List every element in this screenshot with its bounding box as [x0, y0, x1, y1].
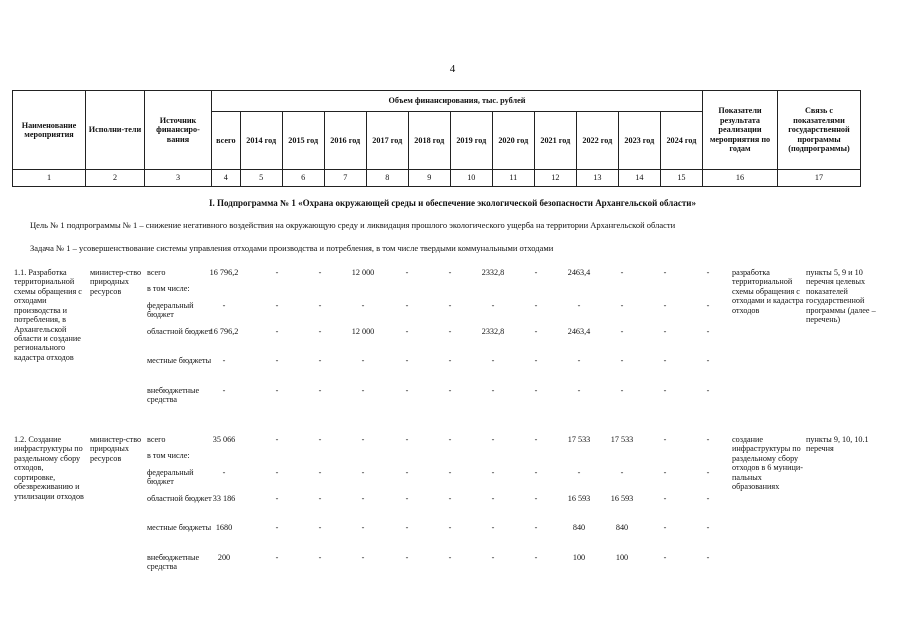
funding-value: - — [318, 494, 322, 503]
funding-value: - — [620, 268, 624, 277]
funding-value: - — [663, 301, 667, 310]
funding-value: 2463,4 — [567, 327, 591, 336]
year-header: 2018 год — [408, 112, 450, 170]
measure-link: пункты 5, 9 и 10 перечня целевых показателей государственной программы (далее – перечень) — [806, 268, 876, 325]
funding-value: - — [620, 468, 624, 477]
funding-value: - — [534, 523, 538, 532]
funding-value: - — [491, 301, 495, 310]
funding-value: - — [620, 386, 624, 395]
funding-value: - — [706, 386, 710, 395]
year-header: 2019 год — [450, 112, 492, 170]
funding-value: - — [361, 435, 365, 444]
funding-value: - — [405, 494, 409, 503]
measure-indicator: создание инфраструктуры по раздельному сбору отходов в 6 муници-пальных образованиях — [732, 435, 803, 492]
funding-source: внебюджетные средства — [147, 386, 200, 405]
funding-row — [14, 356, 864, 384]
funding-value: - — [534, 268, 538, 277]
funding-value: - — [491, 494, 495, 503]
funding-source: областной бюджет — [147, 327, 212, 336]
funding-value: - — [448, 494, 452, 503]
column-number: 11 — [492, 170, 534, 187]
funding-value: - — [577, 356, 581, 365]
funding-value: - — [663, 268, 667, 277]
funding-value: - — [361, 494, 365, 503]
measure-indicator: разработка территориальной схемы обращения с отходами и кадастра отходов — [732, 268, 804, 315]
funding-value: - — [491, 386, 495, 395]
funding-value: 200 — [217, 553, 231, 562]
funding-value: - — [318, 301, 322, 310]
funding-value: 16 593 — [610, 494, 634, 503]
year-header: 2017 год — [366, 112, 408, 170]
funding-value: - — [361, 386, 365, 395]
funding-value: - — [222, 386, 226, 395]
funding-value: - — [577, 468, 581, 477]
funding-value: 12 000 — [351, 268, 375, 277]
funding-value: 2332,8 — [481, 268, 505, 277]
funding-value: - — [534, 494, 538, 503]
funding-row — [14, 553, 864, 581]
funding-value: - — [448, 523, 452, 532]
funding-value: - — [361, 553, 365, 562]
funding-value: - — [448, 386, 452, 395]
year-header: всего — [212, 112, 241, 170]
funding-value: - — [405, 435, 409, 444]
funding-value: - — [318, 435, 322, 444]
funding-value: - — [534, 327, 538, 336]
funding-value: - — [491, 468, 495, 477]
funding-value: 840 — [572, 523, 586, 532]
funding-value: 33 186 — [212, 494, 236, 503]
goal-text: Цель № 1 подпрограммы № 1 – снижение негативного воздействия на окружающую среду и ликвидация прошлого экологического ущерба на территории Архангельской области — [30, 220, 676, 230]
funding-value: - — [706, 494, 710, 503]
funding-value: - — [405, 327, 409, 336]
funding-value: 2463,4 — [567, 268, 591, 277]
funding-row — [14, 327, 864, 355]
funding-value: 2332,8 — [481, 327, 505, 336]
year-header: 2023 год — [618, 112, 660, 170]
column-number: 10 — [450, 170, 492, 187]
funding-row — [14, 468, 864, 496]
funding-value: - — [405, 523, 409, 532]
funding-value: - — [534, 435, 538, 444]
funding-value: - — [222, 301, 226, 310]
funding-value: - — [275, 494, 279, 503]
funding-value: - — [275, 386, 279, 395]
funding-value: - — [361, 468, 365, 477]
year-header: 2021 год — [534, 112, 576, 170]
funding-value: - — [405, 356, 409, 365]
funding-value: - — [222, 468, 226, 477]
funding-value: - — [491, 435, 495, 444]
funding-value: - — [318, 468, 322, 477]
funding-source: федеральный бюджет — [147, 301, 194, 320]
column-number: 9 — [408, 170, 450, 187]
column-number: 16 — [703, 170, 778, 187]
funding-value: - — [620, 301, 624, 310]
measure-name: 1.1. Разработка территориальной схемы обращения с отходами производства и потребления, в Архангельской области и создание регионального кадастра отходов — [14, 268, 82, 362]
funding-value: - — [706, 356, 710, 365]
col-indicator-header: Показатели результата реализации мероприятия по годам — [703, 91, 778, 170]
year-header: 2024 год — [660, 112, 702, 170]
funding-value: 17 533 — [567, 435, 591, 444]
year-header: 2014 год — [240, 112, 282, 170]
funding-value: 16 796,2 — [209, 268, 239, 277]
funding-value: - — [405, 268, 409, 277]
funding-value: - — [275, 523, 279, 532]
funding-value: - — [318, 523, 322, 532]
funding-value: - — [706, 435, 710, 444]
funding-value: 100 — [615, 553, 629, 562]
funding-value: - — [275, 553, 279, 562]
funding-value: - — [448, 301, 452, 310]
funding-source: местные бюджеты — [147, 356, 212, 365]
funding-value: - — [491, 523, 495, 532]
funding-value: - — [361, 301, 365, 310]
header-table — [12, 90, 861, 187]
funding-value: - — [318, 268, 322, 277]
funding-source: федеральный бюджет — [147, 468, 194, 487]
funding-value: - — [318, 356, 322, 365]
funding-value: - — [405, 386, 409, 395]
funding-value: - — [405, 553, 409, 562]
funding-value: - — [448, 356, 452, 365]
funding-value: - — [275, 356, 279, 365]
funding-value: 1680 — [215, 523, 233, 532]
funding-value: - — [361, 356, 365, 365]
column-number: 7 — [324, 170, 366, 187]
year-header: 2016 год — [324, 112, 366, 170]
page-number: 4 — [449, 63, 456, 75]
funding-row — [14, 523, 864, 551]
funding-value: - — [448, 435, 452, 444]
funding-value: 35 066 — [212, 435, 236, 444]
funding-source: всего — [147, 268, 166, 277]
funding-source: местные бюджеты — [147, 523, 212, 532]
measure-executor: министер-ство природных ресурсов — [90, 435, 142, 463]
year-header: 2022 год — [576, 112, 618, 170]
funding-source: областной бюджет — [147, 494, 212, 503]
column-number: 6 — [282, 170, 324, 187]
funding-value: - — [706, 301, 710, 310]
funding-value: - — [620, 356, 624, 365]
funding-value: - — [405, 468, 409, 477]
funding-value: - — [706, 268, 710, 277]
funding-value: - — [663, 435, 667, 444]
funding-value: - — [706, 327, 710, 336]
funding-row — [14, 301, 864, 329]
funding-value: - — [663, 386, 667, 395]
funding-value: - — [318, 327, 322, 336]
column-number: 15 — [660, 170, 702, 187]
funding-value: - — [534, 553, 538, 562]
funding-value: - — [663, 494, 667, 503]
funding-value: 17 533 — [610, 435, 634, 444]
funding-row — [14, 386, 864, 414]
column-number: 3 — [145, 170, 212, 187]
measure-link: пункты 9, 10, 10.1 перечня — [806, 435, 869, 454]
funding-value: 16 796,2 — [209, 327, 239, 336]
funding-value: - — [663, 327, 667, 336]
funding-value: - — [534, 386, 538, 395]
funding-source: в том числе: — [147, 284, 190, 293]
funding-source: всего — [147, 435, 166, 444]
funding-value: - — [448, 553, 452, 562]
funding-value: - — [275, 268, 279, 277]
funding-value: - — [663, 523, 667, 532]
funding-group-header: Объем финансирования, тыс. рублей — [212, 91, 703, 112]
measure-name: 1.2. Создание инфраструктуры по раздельному сбору отходов, сортировке, обезвреживанию и утилизации отходов — [14, 435, 84, 501]
funding-value: - — [663, 553, 667, 562]
funding-value: - — [275, 327, 279, 336]
column-number: 13 — [576, 170, 618, 187]
funding-value: - — [534, 301, 538, 310]
column-number: 17 — [778, 170, 861, 187]
funding-value: - — [706, 468, 710, 477]
task-text: Задача № 1 – усовершенствование системы управления отходами производства и потребления, в том числе твердыми коммунальными отходами — [30, 243, 554, 253]
col-executor-header: Исполни-тели — [86, 91, 145, 170]
funding-source: внебюджетные средства — [147, 553, 200, 572]
col-source-header: Источник финансиро-вания — [145, 91, 212, 170]
funding-value: - — [706, 523, 710, 532]
funding-value: - — [275, 468, 279, 477]
column-number: 8 — [366, 170, 408, 187]
column-number: 14 — [618, 170, 660, 187]
funding-value: - — [577, 301, 581, 310]
funding-value: 16 593 — [567, 494, 591, 503]
col-link-header: Связь с показателями государственной программы (подпрограммы) — [778, 91, 861, 170]
funding-value: 840 — [615, 523, 629, 532]
year-header: 2020 год — [492, 112, 534, 170]
funding-value: - — [448, 268, 452, 277]
funding-value: - — [275, 301, 279, 310]
funding-value: - — [318, 386, 322, 395]
year-header: 2015 год — [282, 112, 324, 170]
column-number: 12 — [534, 170, 576, 187]
column-number: 2 — [86, 170, 145, 187]
funding-value: - — [318, 553, 322, 562]
funding-value: - — [620, 327, 624, 336]
funding-value: - — [534, 356, 538, 365]
funding-value: - — [491, 553, 495, 562]
funding-value: - — [706, 553, 710, 562]
funding-value: - — [663, 356, 667, 365]
column-number: 1 — [13, 170, 86, 187]
funding-value: - — [534, 468, 538, 477]
funding-source: в том числе: — [147, 451, 190, 460]
column-number: 5 — [240, 170, 282, 187]
funding-value: - — [222, 356, 226, 365]
funding-value: 12 000 — [351, 327, 375, 336]
funding-value: - — [361, 523, 365, 532]
funding-value: - — [491, 356, 495, 365]
funding-value: - — [577, 386, 581, 395]
measure-executor: министер-ство природных ресурсов — [90, 268, 142, 296]
column-number: 4 — [212, 170, 241, 187]
funding-value: - — [663, 468, 667, 477]
funding-value: - — [448, 468, 452, 477]
funding-value: - — [275, 435, 279, 444]
funding-value: - — [448, 327, 452, 336]
funding-value: - — [405, 301, 409, 310]
section-title: I. Подпрограмма № 1 «Охрана окружающей среды и обеспечение экологической безопасности Архангельской области» — [209, 198, 696, 208]
funding-row — [14, 494, 864, 522]
funding-value: 100 — [572, 553, 586, 562]
col-name-header: Наименование мероприятия — [13, 91, 86, 170]
